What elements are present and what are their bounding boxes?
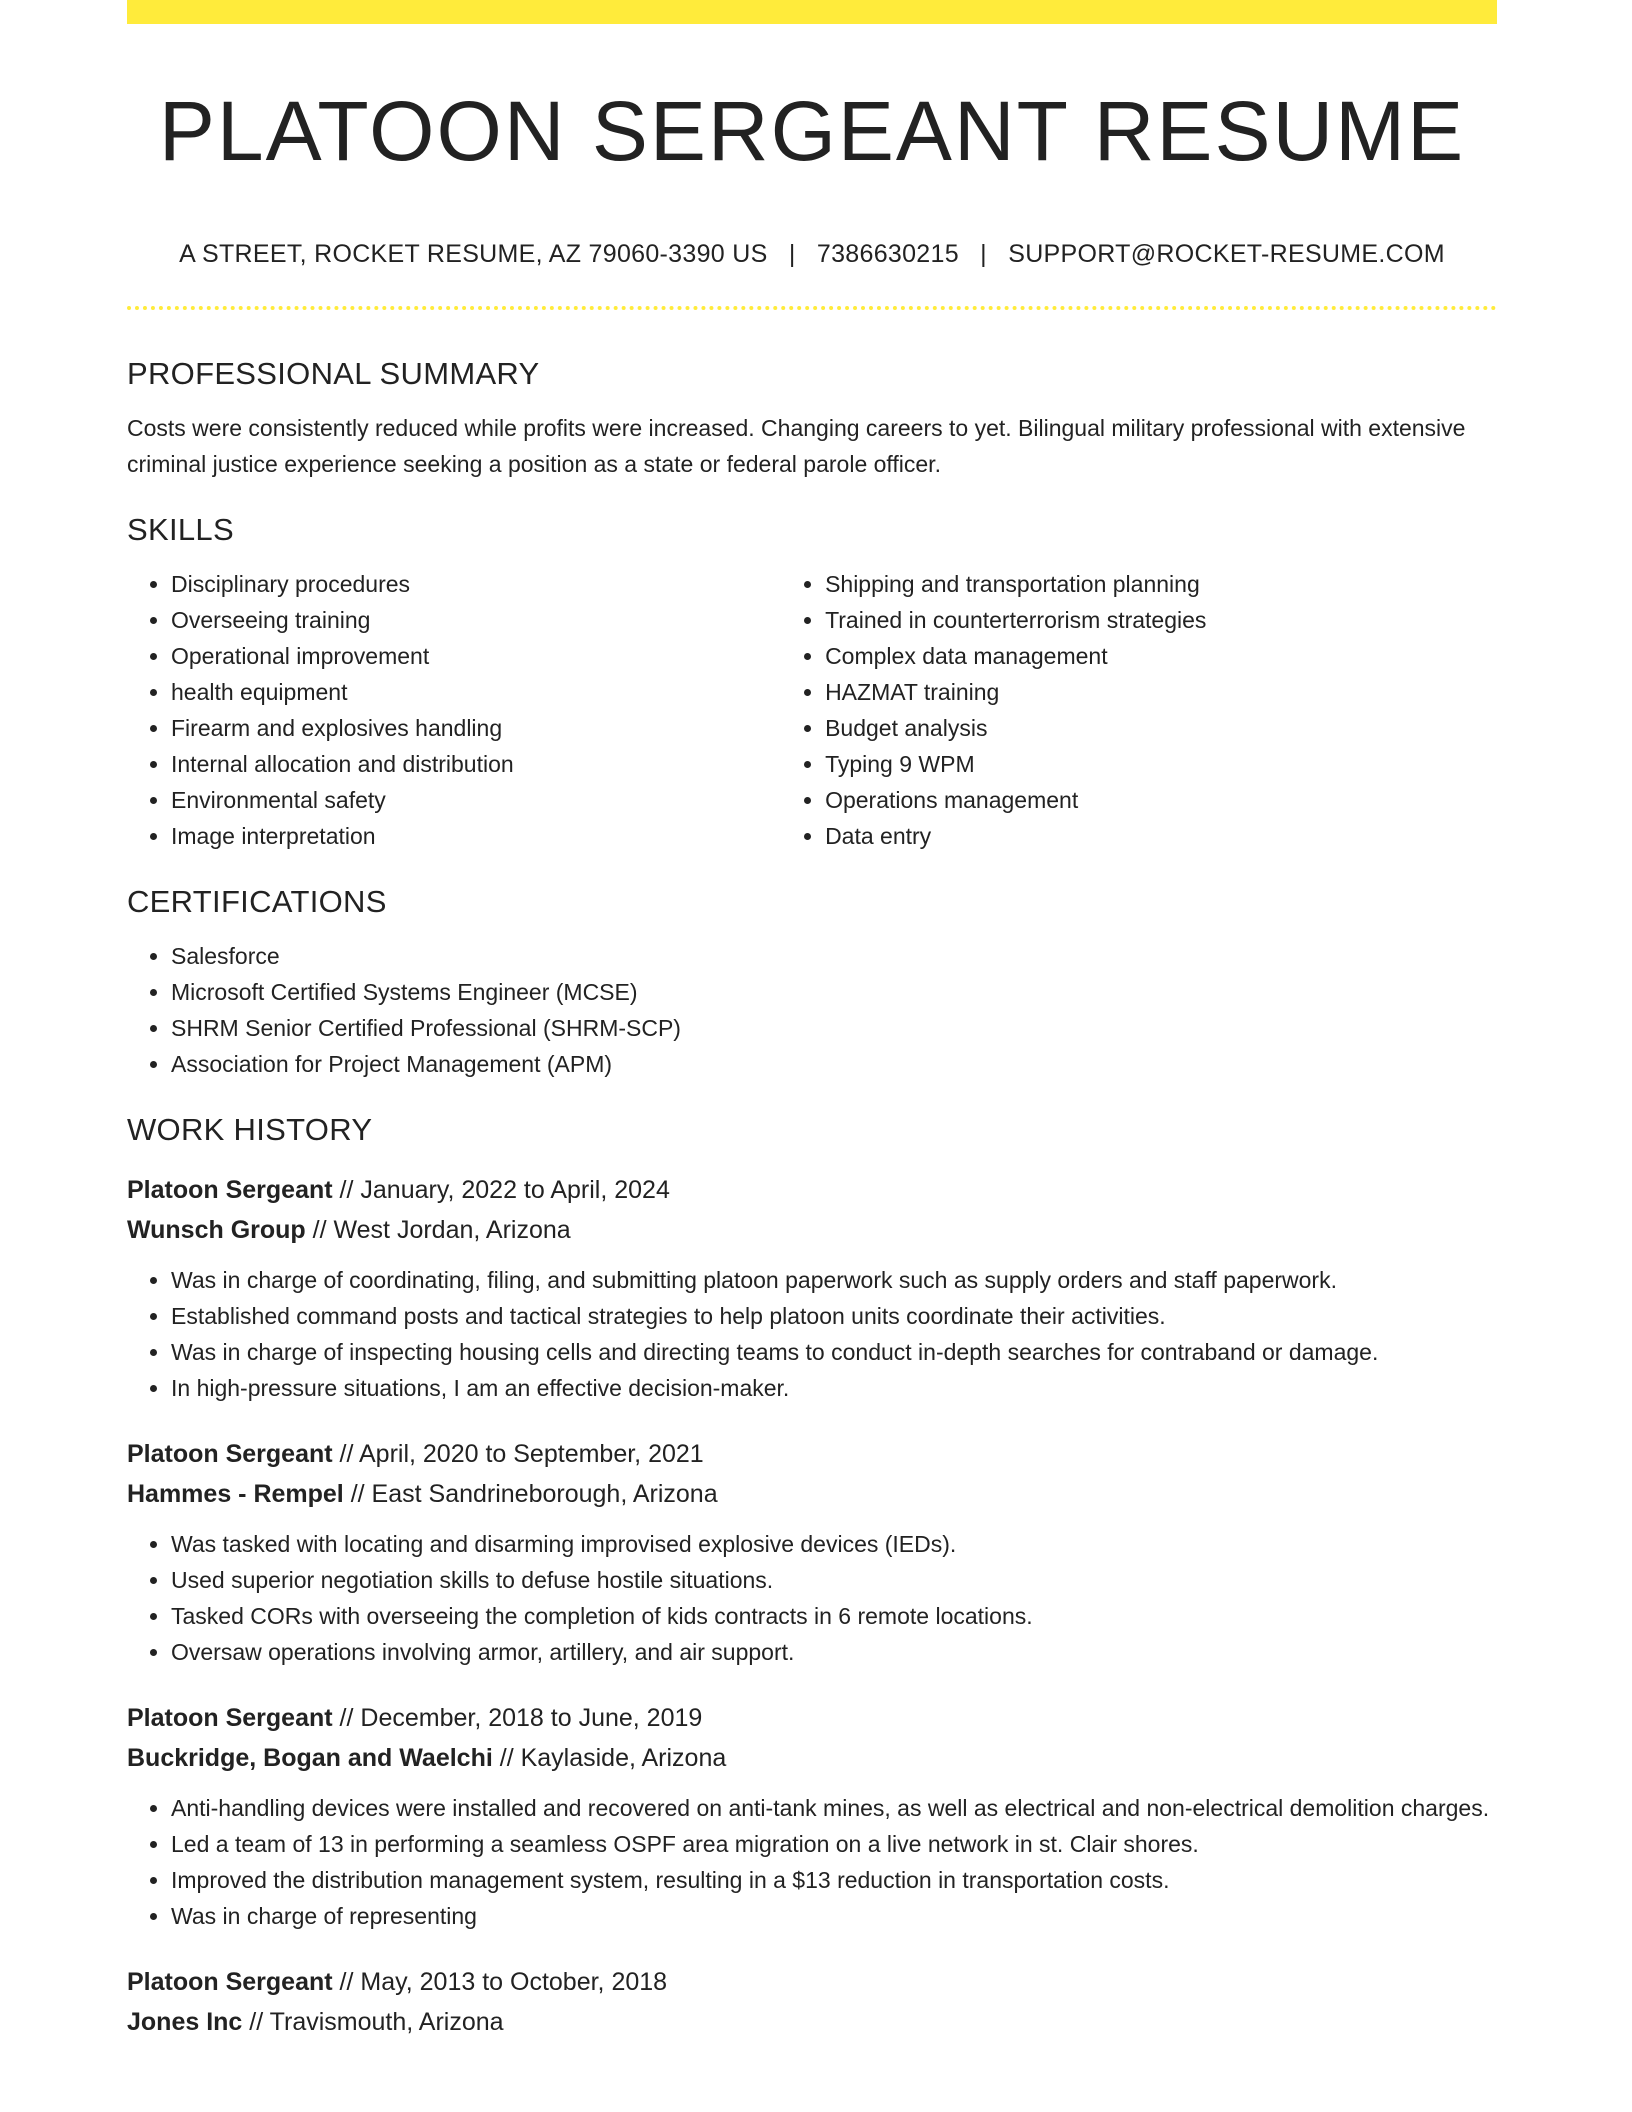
skill-item: • Budget analysis bbox=[825, 710, 1497, 746]
job-bullet: • Was in charge of coordinating, filing, and submitting platoon paperwork such as supply orders and staff paperwork. bbox=[171, 1262, 1497, 1298]
skills-section bbox=[127, 508, 1497, 854]
certification-item: • Association for Project Management (APM) bbox=[171, 1046, 1497, 1082]
skills-heading: SKILLS bbox=[127, 512, 234, 547]
job-separator: // bbox=[332, 1704, 361, 1732]
job-separator: // bbox=[242, 2008, 270, 2036]
contact-line bbox=[127, 236, 1497, 272]
accent-bar bbox=[127, 0, 1497, 24]
job-company-line bbox=[127, 2002, 1497, 2042]
contact-phone: 7386630215 bbox=[816, 240, 959, 268]
dotted-divider bbox=[127, 306, 1497, 310]
contact-address: A STREET, ROCKET RESUME, AZ 79060-3390 US bbox=[179, 240, 768, 268]
job-title-line bbox=[127, 1962, 1497, 2002]
contact-email: SUPPORT@ROCKET-RESUME.COM bbox=[1008, 240, 1445, 268]
page-title: PLATOON SERGEANT RESUME bbox=[158, 84, 1466, 178]
job-bullets bbox=[127, 1790, 1497, 1934]
skill-item: • Operations management bbox=[825, 782, 1497, 818]
certification-item: • Microsoft Certified Systems Engineer (MCSE) bbox=[171, 974, 1497, 1010]
skill-item: • Typing 9 WPM bbox=[825, 746, 1497, 782]
job-location: Travismouth, Arizona bbox=[269, 2008, 504, 2036]
job-dates: April, 2020 to September, 2021 bbox=[359, 1440, 704, 1468]
job-company-line bbox=[127, 1474, 1497, 1514]
certifications-heading: CERTIFICATIONS bbox=[127, 884, 387, 919]
job-entry bbox=[127, 1698, 1497, 1934]
job-bullet: • Established command posts and tactical strategies to help platoon units coordinate their activities. bbox=[171, 1298, 1497, 1334]
job-title: Platoon Sergeant bbox=[127, 1704, 333, 1732]
job-company: Hammes - Rempel bbox=[127, 1480, 344, 1508]
job-title-line bbox=[127, 1170, 1497, 1210]
job-title-line bbox=[127, 1698, 1497, 1738]
job-separator: // bbox=[332, 1968, 361, 1996]
job-bullet: • Tasked CORs with overseeing the completion of kids contracts in 6 remote locations. bbox=[171, 1598, 1497, 1634]
skills-list-right bbox=[781, 566, 1497, 854]
skill-item: • Internal allocation and distribution bbox=[171, 746, 781, 782]
contact-separator: | bbox=[788, 240, 796, 268]
job-bullet: • Was tasked with locating and disarming improvised explosive devices (IEDs). bbox=[171, 1526, 1497, 1562]
job-company-line bbox=[127, 1738, 1497, 1778]
job-bullet: • In high-pressure situations, I am an effective decision-maker. bbox=[171, 1370, 1497, 1406]
job-entry bbox=[127, 1962, 1497, 2042]
job-bullet: • Led a team of 13 in performing a seamless OSPF area migration on a live network in st. Clair shores. bbox=[171, 1826, 1497, 1862]
job-title-line bbox=[127, 1434, 1497, 1474]
job-dates: December, 2018 to June, 2019 bbox=[360, 1704, 703, 1732]
skill-item: • Firearm and explosives handling bbox=[171, 710, 781, 746]
skill-item: • Data entry bbox=[825, 818, 1497, 854]
skill-item: • Operational improvement bbox=[171, 638, 781, 674]
job-bullet: • Improved the distribution management system, resulting in a $13 reduction in transportation costs. bbox=[171, 1862, 1497, 1898]
skill-item: • Disciplinary procedures bbox=[171, 566, 781, 602]
job-bullet: • Used superior negotiation skills to defuse hostile situations. bbox=[171, 1562, 1497, 1598]
job-entry bbox=[127, 1434, 1497, 1670]
job-title: Platoon Sergeant bbox=[127, 1176, 333, 1204]
summary-text: Costs were consistently reduced while profits were increased. Changing careers to yet. Bilingual military professional with extensive criminal justice experience seeking a position as a state or federal parole officer. bbox=[127, 415, 1466, 477]
job-dates: May, 2013 to October, 2018 bbox=[360, 1968, 668, 1996]
job-title: Platoon Sergeant bbox=[127, 1440, 333, 1468]
job-bullets bbox=[127, 1526, 1497, 1670]
work-history-heading: WORK HISTORY bbox=[127, 1112, 373, 1147]
contact-separator: | bbox=[980, 240, 987, 268]
job-bullet: • Oversaw operations involving armor, artillery, and air support. bbox=[171, 1634, 1497, 1670]
certification-item: • Salesforce bbox=[171, 938, 1497, 974]
skill-item: • Complex data management bbox=[825, 638, 1497, 674]
job-separator: // bbox=[332, 1176, 361, 1204]
certifications-section bbox=[127, 880, 1497, 1082]
certification-item: • SHRM Senior Certified Professional (SHRM-SCP) bbox=[171, 1010, 1497, 1046]
job-location: East Sandrineborough, Arizona bbox=[371, 1480, 718, 1508]
job-dates: January, 2022 to April, 2024 bbox=[360, 1176, 670, 1204]
job-bullet: • Was in charge of inspecting housing cells and directing teams to conduct in-depth searches for contraband or damage. bbox=[171, 1334, 1497, 1370]
job-separator: // bbox=[305, 1216, 334, 1244]
resume-content bbox=[127, 352, 1497, 2042]
job-company: Jones Inc bbox=[127, 2008, 243, 2036]
skill-item: • Environmental safety bbox=[171, 782, 781, 818]
work-history-section bbox=[127, 1108, 1497, 2042]
skills-list-left bbox=[127, 566, 781, 854]
job-location: Kaylaside, Arizona bbox=[520, 1744, 727, 1772]
skills-columns bbox=[127, 566, 1497, 854]
job-separator: // bbox=[343, 1480, 372, 1508]
job-separator: // bbox=[332, 1440, 359, 1468]
skill-item: • health equipment bbox=[171, 674, 781, 710]
summary-section bbox=[127, 352, 1497, 482]
skill-item: • Trained in counterterrorism strategies bbox=[825, 602, 1497, 638]
job-bullet: • Was in charge of representing bbox=[171, 1898, 1497, 1934]
skill-item: • HAZMAT training bbox=[825, 674, 1497, 710]
skill-item: • Overseeing training bbox=[171, 602, 781, 638]
job-bullets bbox=[127, 1262, 1497, 1406]
job-company-line bbox=[127, 1210, 1497, 1250]
summary-heading: PROFESSIONAL SUMMARY bbox=[127, 356, 540, 391]
job-title: Platoon Sergeant bbox=[127, 1968, 333, 1996]
job-separator: // bbox=[492, 1744, 521, 1772]
skill-item: • Shipping and transportation planning bbox=[825, 566, 1497, 602]
certifications-list bbox=[127, 938, 1497, 1082]
job-company: Wunsch Group bbox=[127, 1216, 306, 1244]
job-bullet: • Anti-handling devices were installed and recovered on anti-tank mines, as well as electrical and non-electrical demolition charges. bbox=[171, 1790, 1497, 1826]
job-location: West Jordan, Arizona bbox=[333, 1216, 571, 1244]
skill-item: • Image interpretation bbox=[171, 818, 781, 854]
job-company: Buckridge, Bogan and Waelchi bbox=[127, 1744, 493, 1772]
job-entry bbox=[127, 1170, 1497, 1406]
